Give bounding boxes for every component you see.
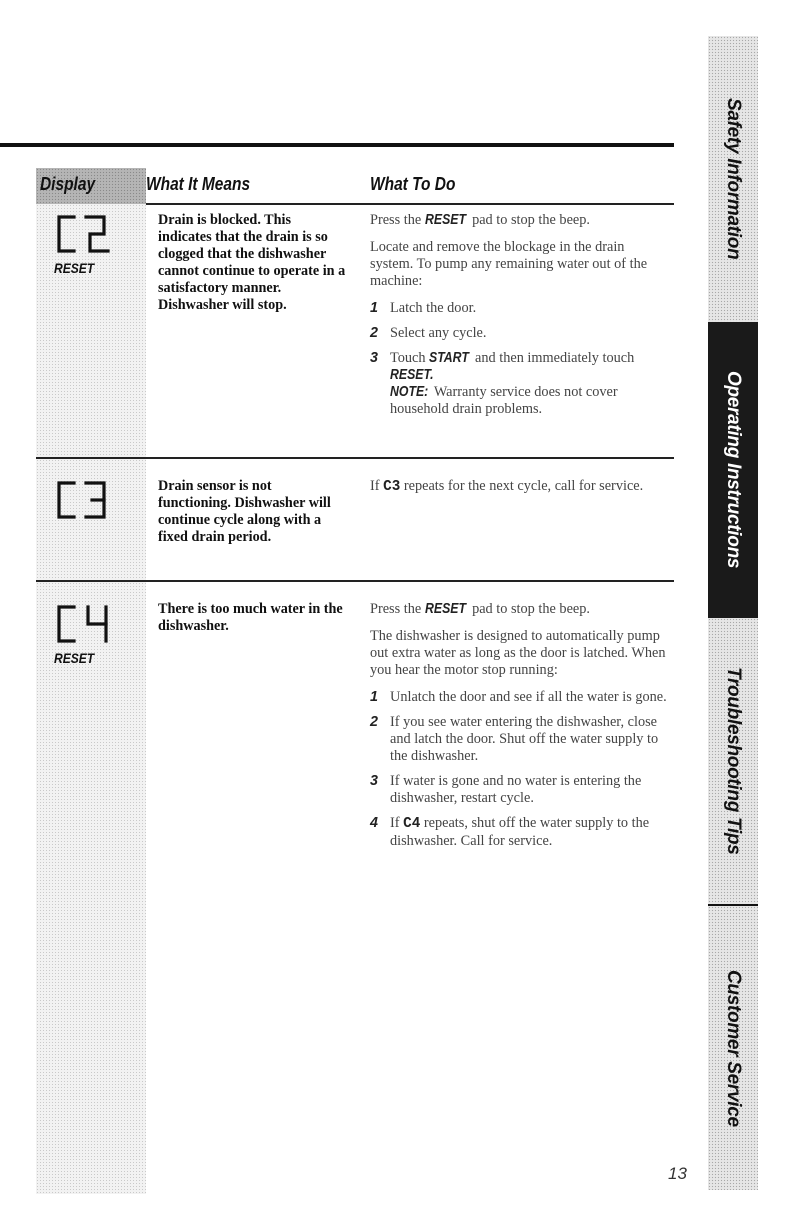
todo-c2 bbox=[370, 212, 670, 426]
todo-c4-step-2: 2 If you see water entering the dishwasher, close and latch the door. Shut off the water supply to the dishwasher. bbox=[370, 714, 659, 764]
page-number: 13 bbox=[668, 1164, 687, 1183]
display-column-background bbox=[36, 168, 146, 1194]
tab-operating-instructions[interactable] bbox=[708, 322, 758, 618]
reset-keyword: RESET. bbox=[390, 367, 434, 383]
tab-label: Customer Service bbox=[723, 969, 744, 1127]
table-header bbox=[36, 168, 674, 204]
reset-label-c2: RESET bbox=[54, 260, 95, 276]
display-code-c2 bbox=[56, 214, 120, 254]
row-separator bbox=[36, 457, 674, 459]
todo-c4-para1: Press the RESET pad to stop the beep. bbox=[370, 601, 590, 617]
seven-segment-c3-icon bbox=[56, 480, 120, 520]
todo-c2-para1: Press the RESET pad to stop the beep. bbox=[370, 212, 590, 228]
means-c2: Drain is blocked. This indicates that the drain is so clogged that the dishwasher cannot continue to operate in a satisfactory manner. Dishwasher will stop. bbox=[158, 212, 346, 313]
seven-segment-c4-icon bbox=[56, 604, 120, 644]
tab-label: Safety Information bbox=[723, 98, 744, 260]
tab-label: Troubleshooting Tips bbox=[723, 667, 744, 855]
reset-label-c4: RESET bbox=[54, 650, 95, 666]
todo-c2-step-3: 3 Touch START and then immediately touch RESET. NOTE: Warranty service does not cover household drain problems. bbox=[370, 350, 635, 417]
header-what-it-means: What It Means bbox=[146, 174, 251, 194]
reset-keyword: RESET bbox=[424, 212, 466, 228]
header-underline bbox=[146, 203, 674, 205]
top-rule bbox=[0, 143, 674, 147]
header-display: Display bbox=[40, 174, 96, 194]
todo-c2-step-1: 1 Latch the door. bbox=[370, 300, 477, 316]
todo-c2-para2: Locate and remove the blockage in the drain system. To pump any remaining water out of the machine: bbox=[370, 239, 648, 289]
header-what-to-do: What To Do bbox=[370, 174, 456, 194]
tab-customer-service[interactable] bbox=[708, 906, 758, 1190]
todo-c4-para2: The dishwasher is designed to automatically pump out extra water as long as the door is latched. When you hear the motor stop running: bbox=[370, 628, 666, 678]
inline-code-c3: C3 bbox=[383, 479, 401, 495]
row-separator bbox=[36, 580, 674, 582]
display-code-c4 bbox=[56, 604, 120, 644]
start-keyword: START bbox=[429, 350, 469, 366]
reset-keyword: RESET bbox=[424, 601, 466, 617]
todo-c4-step-3: 3 If water is gone and no water is entering the dishwasher, restart cycle. bbox=[370, 773, 642, 806]
means-c4: There is too much water in the dishwasher. bbox=[158, 601, 343, 634]
todo-c4 bbox=[370, 601, 670, 858]
todo-c4-step-1: 1 Unlatch the door and see if all the water is gone. bbox=[370, 689, 667, 705]
todo-c4-step-4: 4 If C4 repeats, shut off the water supply to the dishwasher. Call for service. bbox=[370, 815, 650, 849]
display-code-c3 bbox=[56, 480, 120, 520]
tab-label: Operating Instructions bbox=[723, 371, 744, 569]
means-c3: Drain sensor is not functioning. Dishwasher will continue cycle along with a fixed drain period. bbox=[158, 478, 331, 545]
tab-safety-information[interactable] bbox=[708, 36, 758, 322]
todo-c3: If C3 repeats for the next cycle, call for service. bbox=[370, 478, 644, 495]
tab-troubleshooting-tips[interactable] bbox=[708, 618, 758, 904]
todo-c2-step-2: 2 Select any cycle. bbox=[370, 325, 487, 341]
seven-segment-c2-icon bbox=[56, 214, 120, 254]
note-keyword: NOTE: bbox=[390, 384, 429, 400]
inline-code-c4: C4 bbox=[403, 816, 421, 832]
